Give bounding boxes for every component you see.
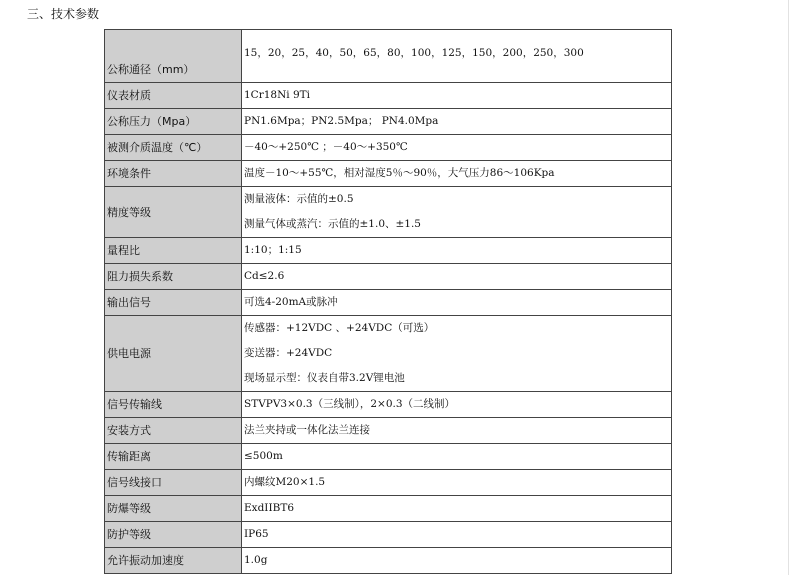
table-row bbox=[105, 496, 672, 522]
row-value: 内螺纹M20×1.5 bbox=[242, 470, 672, 496]
table-row bbox=[105, 290, 672, 316]
row-value: PN1.6Mpa；PN2.5Mpa； PN4.0Mpa bbox=[242, 109, 672, 135]
row-value: 1Cr18Ni 9Ti bbox=[242, 83, 672, 109]
table-row bbox=[105, 392, 672, 418]
row-label: 安装方式 bbox=[105, 418, 242, 444]
row-value: 温度－10～+55℃，相对湿度5％～90％，大气压力86～106Kpa bbox=[242, 161, 672, 187]
table-row bbox=[105, 161, 672, 187]
table-row bbox=[105, 30, 672, 83]
row-label: 公称压力（Mpa） bbox=[105, 109, 242, 135]
row-label: 精度等级 bbox=[105, 187, 242, 238]
row-value: IP65 bbox=[242, 522, 672, 548]
row-value: 可选4-20mA或脉冲 bbox=[242, 290, 672, 316]
row-label: 防爆等级 bbox=[105, 496, 242, 522]
row-label: 供电电源 bbox=[105, 316, 242, 392]
row-label: 公称通径（mm） bbox=[105, 30, 242, 83]
row-value: STVPV3×0.3（三线制），2×0.3（二线制） bbox=[242, 392, 672, 418]
row-value: －40～+250℃ ；－40～+350℃ bbox=[242, 135, 672, 161]
section-title: 三、技术参数 bbox=[27, 7, 100, 21]
row-value: ExdIIBT6 bbox=[242, 496, 672, 522]
row-value: Cd≤2.6 bbox=[242, 264, 672, 290]
row-label: 输出信号 bbox=[105, 290, 242, 316]
row-value: 15，20，25，40，50，65，80，100，125，150，200，250，300 bbox=[242, 30, 672, 83]
spec-table bbox=[104, 29, 672, 574]
row-value-line: 测量气体或蒸汽：示值的±1.0、±1.5 bbox=[244, 218, 421, 230]
row-label: 阻力损失系数 bbox=[105, 264, 242, 290]
row-label: 信号传输线 bbox=[105, 392, 242, 418]
row-value-line: 现场显示型：仪表自带3.2V锂电池 bbox=[244, 372, 405, 384]
row-label: 信号线接口 bbox=[105, 470, 242, 496]
row-value-line: 测量液体：示值的±0.5 bbox=[244, 193, 354, 205]
row-label: 被测介质温度（℃） bbox=[105, 135, 242, 161]
table-row bbox=[105, 187, 672, 238]
row-label: 防护等级 bbox=[105, 522, 242, 548]
row-label: 允许振动加速度 bbox=[105, 548, 242, 574]
page-border-right bbox=[788, 0, 789, 575]
table-row bbox=[105, 470, 672, 496]
row-value bbox=[242, 187, 672, 238]
row-label: 传输距离 bbox=[105, 444, 242, 470]
table-row bbox=[105, 548, 672, 574]
row-value: 1.0g bbox=[242, 548, 672, 574]
table-row bbox=[105, 522, 672, 548]
table-row bbox=[105, 83, 672, 109]
table-row bbox=[105, 135, 672, 161]
row-value: ≤500m bbox=[242, 444, 672, 470]
row-label: 环境条件 bbox=[105, 161, 242, 187]
table-row bbox=[105, 316, 672, 392]
row-value-line: 变送器：+24VDC bbox=[244, 347, 333, 359]
row-value bbox=[242, 316, 672, 392]
table-row bbox=[105, 444, 672, 470]
row-value: 1:10；1:15 bbox=[242, 238, 672, 264]
row-label: 量程比 bbox=[105, 238, 242, 264]
table-row bbox=[105, 264, 672, 290]
row-label: 仪表材质 bbox=[105, 83, 242, 109]
row-value: 法兰夹持或一体化法兰连接 bbox=[242, 418, 672, 444]
row-value-line: 传感器：+12VDC 、+24VDC（可选） bbox=[244, 322, 435, 334]
table-row bbox=[105, 109, 672, 135]
table-row bbox=[105, 238, 672, 264]
table-row bbox=[105, 418, 672, 444]
